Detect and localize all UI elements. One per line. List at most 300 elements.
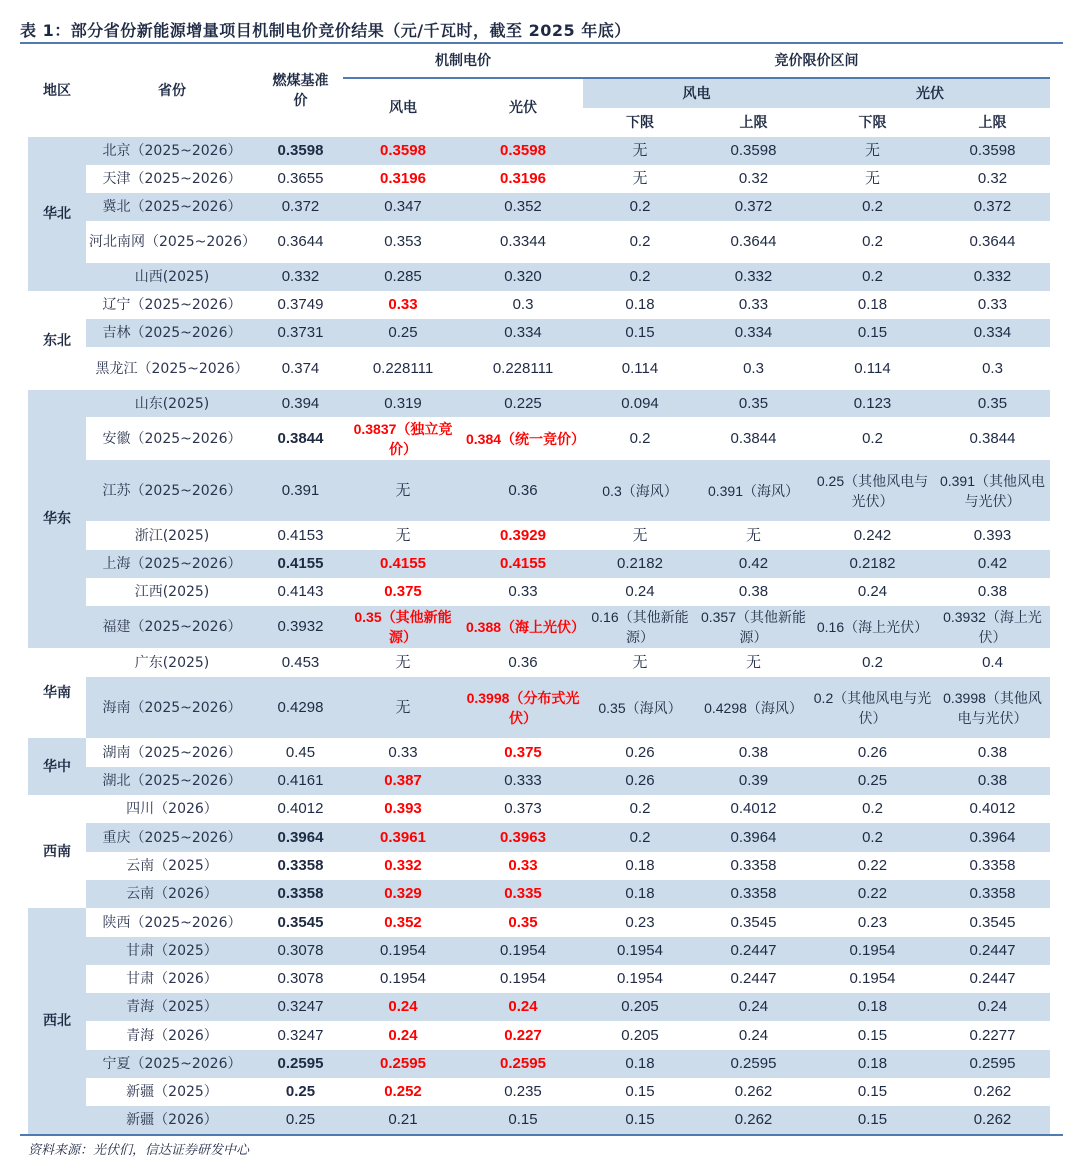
wind-lower-value: 0.094 bbox=[621, 394, 659, 412]
province-value: 辽宁（2025~2026） bbox=[102, 297, 242, 313]
mech-wind-value: 0.329 bbox=[384, 885, 422, 902]
wind-upper-value: 0.24 bbox=[738, 1026, 769, 1044]
wind-lower-value: 0.18 bbox=[625, 885, 655, 902]
mech-pv-cell bbox=[463, 880, 583, 908]
pv-upper-cell bbox=[935, 417, 1050, 460]
province-cell bbox=[86, 908, 258, 937]
mech-pv-value: 0.228111 bbox=[492, 359, 554, 377]
pv-upper-cell bbox=[935, 993, 1050, 1021]
wind-lower-cell bbox=[583, 1021, 697, 1050]
wind-lower-cell bbox=[583, 767, 697, 795]
wind-lower-cell bbox=[583, 677, 697, 738]
pv-lower-cell bbox=[810, 908, 935, 937]
wind-lower-cell bbox=[583, 606, 697, 648]
mech-pv-cell bbox=[463, 319, 583, 347]
province-cell bbox=[86, 1078, 258, 1106]
wind-upper-value: 0.32 bbox=[738, 170, 769, 187]
pv-upper-cell bbox=[935, 550, 1050, 578]
pv-lower-cell bbox=[810, 1050, 935, 1078]
coal-price-cell bbox=[258, 521, 343, 550]
wind-lower-value: 无 bbox=[632, 526, 648, 544]
wind-lower-cell bbox=[583, 137, 697, 165]
wind-lower-cell bbox=[583, 221, 697, 263]
mech-wind-cell bbox=[343, 677, 463, 738]
province-cell bbox=[86, 521, 258, 550]
mech-wind-value: 0.3961 bbox=[380, 828, 426, 846]
mech-wind-value: 0.21 bbox=[388, 1111, 418, 1128]
pv-upper-value: 0.3598 bbox=[969, 142, 1016, 159]
coal-price-value: 0.3964 bbox=[277, 828, 324, 846]
mech-pv-value: 0.227 bbox=[504, 1026, 542, 1044]
wind-upper-cell bbox=[697, 521, 810, 550]
pv-lower-cell bbox=[810, 137, 935, 165]
pv-upper-value: 0.334 bbox=[973, 324, 1012, 341]
pv-lower-value: 0.1954 bbox=[849, 970, 896, 987]
mech-wind-cell bbox=[343, 880, 463, 908]
mech-wind-value: 0.393 bbox=[384, 800, 422, 817]
pv-lower-cell bbox=[810, 263, 935, 291]
mech-wind-value: 无 bbox=[395, 653, 411, 671]
province-cell bbox=[86, 417, 258, 460]
mech-wind-value: 0.33 bbox=[388, 743, 418, 761]
mech-pv-value: 0.373 bbox=[504, 800, 542, 817]
province-value: 青海（2025） bbox=[126, 999, 218, 1015]
pv-lower-cell bbox=[810, 937, 935, 965]
mech-pv-value: 0.3963 bbox=[500, 828, 546, 846]
wind-lower-cell bbox=[583, 908, 697, 937]
header-province: 省份 bbox=[86, 44, 258, 137]
wind-upper-cell bbox=[697, 738, 810, 767]
coal-price-value: 0.3598 bbox=[277, 142, 324, 159]
wind-upper-cell bbox=[697, 1021, 810, 1050]
coal-price-cell bbox=[258, 767, 343, 795]
pv-upper-cell bbox=[935, 738, 1050, 767]
pv-upper-value: 0.33 bbox=[977, 296, 1008, 313]
wind-lower-cell bbox=[583, 291, 697, 319]
mech-pv-cell bbox=[463, 852, 583, 880]
pv-upper-value: 0.332 bbox=[973, 268, 1012, 285]
pv-upper-cell bbox=[935, 1021, 1050, 1050]
pv-upper-cell bbox=[935, 291, 1050, 319]
pv-lower-cell bbox=[810, 606, 935, 648]
wind-upper-cell bbox=[697, 767, 810, 795]
wind-upper-value: 0.262 bbox=[734, 1083, 773, 1100]
wind-upper-value: 0.33 bbox=[738, 296, 769, 313]
province-cell bbox=[86, 648, 258, 677]
header-coal-price-label: 燃煤基准价 bbox=[272, 72, 329, 109]
province-cell bbox=[86, 1021, 258, 1050]
wind-upper-value: 0.3358 bbox=[730, 857, 777, 874]
mech-pv-value: 0.3998（分布式光伏） bbox=[466, 689, 580, 726]
wind-upper-value: 0.3358 bbox=[730, 885, 777, 902]
table-row bbox=[28, 460, 1050, 521]
pv-upper-cell bbox=[935, 193, 1050, 221]
header-mech-pv: 光伏 bbox=[463, 78, 583, 137]
header-pv-upper: 上限 bbox=[935, 108, 1050, 137]
mech-pv-value: 0.3598 bbox=[500, 142, 546, 159]
wind-lower-cell bbox=[583, 1050, 697, 1078]
coal-price-value: 0.4155 bbox=[277, 555, 324, 572]
wind-upper-cell bbox=[697, 1078, 810, 1106]
coal-price-cell bbox=[258, 965, 343, 993]
table-row bbox=[28, 908, 1050, 937]
table-row bbox=[28, 291, 1050, 319]
pv-upper-cell bbox=[935, 852, 1050, 880]
wind-lower-value: 0.1954 bbox=[617, 970, 663, 987]
pv-lower-value: 无 bbox=[864, 142, 880, 159]
pv-upper-value: 0.3964 bbox=[969, 828, 1016, 846]
wind-upper-cell bbox=[697, 937, 810, 965]
coal-price-cell bbox=[258, 460, 343, 521]
table-row bbox=[28, 417, 1050, 460]
pv-lower-value: 0.2 bbox=[862, 800, 883, 817]
wind-upper-cell bbox=[697, 852, 810, 880]
wind-lower-value: 0.2 bbox=[629, 233, 651, 250]
wind-lower-value: 0.1954 bbox=[617, 942, 663, 959]
province-value: 重庆（2025~2026） bbox=[102, 829, 242, 846]
coal-price-value: 0.3078 bbox=[277, 970, 324, 987]
province-cell bbox=[86, 677, 258, 738]
mech-pv-value: 0.3929 bbox=[500, 526, 546, 544]
coal-price-cell bbox=[258, 880, 343, 908]
province-value: 天津（2025~2026） bbox=[102, 171, 242, 187]
header-bidding-range: 竞价限价区间 bbox=[583, 44, 1050, 78]
mech-wind-cell bbox=[343, 795, 463, 823]
mech-wind-cell bbox=[343, 347, 463, 390]
pv-upper-cell bbox=[935, 908, 1050, 937]
wind-lower-value: 无 bbox=[632, 142, 648, 159]
coal-price-cell bbox=[258, 677, 343, 738]
pv-upper-cell bbox=[935, 965, 1050, 993]
mech-pv-cell bbox=[463, 795, 583, 823]
mech-wind-value: 0.252 bbox=[384, 1083, 422, 1100]
wind-upper-value: 0.35 bbox=[738, 394, 769, 412]
wind-lower-cell bbox=[583, 993, 697, 1021]
wind-upper-cell bbox=[697, 165, 810, 193]
wind-upper-cell bbox=[697, 965, 810, 993]
mech-wind-cell bbox=[343, 606, 463, 648]
mech-wind-cell bbox=[343, 965, 463, 993]
province-cell bbox=[86, 347, 258, 390]
mech-wind-value: 0.24 bbox=[388, 998, 418, 1015]
mech-wind-cell bbox=[343, 1106, 463, 1134]
wind-upper-value: 0.42 bbox=[738, 555, 769, 572]
mech-wind-cell bbox=[343, 738, 463, 767]
wind-lower-cell bbox=[583, 347, 697, 390]
pv-lower-value: 0.18 bbox=[857, 296, 888, 313]
mech-pv-cell bbox=[463, 908, 583, 937]
mech-wind-value: 0.1954 bbox=[380, 942, 426, 959]
coal-price-value: 0.3078 bbox=[277, 942, 324, 959]
pv-upper-value: 0.3932（海上光伏） bbox=[943, 609, 1042, 645]
province-value: 陕西（2025~2026） bbox=[102, 914, 242, 931]
table-row bbox=[28, 193, 1050, 221]
wind-upper-cell bbox=[697, 880, 810, 908]
pv-upper-cell bbox=[935, 460, 1050, 521]
mech-pv-cell bbox=[463, 263, 583, 291]
mech-pv-cell bbox=[463, 767, 583, 795]
mech-pv-cell bbox=[463, 550, 583, 578]
table-row bbox=[28, 606, 1050, 648]
coal-price-value: 0.3358 bbox=[277, 885, 324, 902]
mech-wind-value: 无 bbox=[395, 526, 411, 544]
mech-pv-cell bbox=[463, 1021, 583, 1050]
pv-lower-cell bbox=[810, 165, 935, 193]
coal-price-cell bbox=[258, 263, 343, 291]
mech-wind-value: 0.332 bbox=[384, 857, 422, 874]
wind-lower-cell bbox=[583, 460, 697, 521]
coal-price-cell bbox=[258, 908, 343, 937]
wind-upper-value: 0.39 bbox=[738, 772, 769, 789]
wind-lower-value: 0.15 bbox=[625, 1111, 655, 1128]
province-cell bbox=[86, 193, 258, 221]
wind-upper-value: 0.38 bbox=[738, 743, 769, 761]
mech-pv-cell bbox=[463, 193, 583, 221]
wind-upper-value: 无 bbox=[745, 526, 761, 544]
table-row bbox=[28, 1021, 1050, 1050]
wind-upper-value: 0.3964 bbox=[730, 828, 777, 846]
pv-lower-cell bbox=[810, 347, 935, 390]
mech-wind-cell bbox=[343, 221, 463, 263]
table-row bbox=[28, 648, 1050, 677]
mech-wind-cell bbox=[343, 1021, 463, 1050]
wind-upper-cell bbox=[697, 221, 810, 263]
pv-upper-value: 0.391（其他风电与光伏） bbox=[939, 472, 1046, 509]
pv-lower-cell bbox=[810, 550, 935, 578]
coal-price-cell bbox=[258, 390, 343, 417]
pv-upper-cell bbox=[935, 319, 1050, 347]
coal-price-value: 0.3655 bbox=[277, 170, 324, 187]
mech-pv-value: 0.1954 bbox=[500, 970, 546, 987]
province-value: 江西(2025) bbox=[134, 584, 210, 600]
pv-lower-cell bbox=[810, 880, 935, 908]
pv-lower-cell bbox=[810, 221, 935, 263]
pv-upper-value: 0.3998（其他风电与光伏） bbox=[943, 689, 1042, 726]
mech-pv-value: 0.352 bbox=[504, 198, 542, 215]
wind-lower-cell bbox=[583, 965, 697, 993]
coal-price-cell bbox=[258, 937, 343, 965]
pv-upper-cell bbox=[935, 880, 1050, 908]
wind-lower-cell bbox=[583, 738, 697, 767]
coal-price-cell bbox=[258, 1050, 343, 1078]
header-mechanism-price: 机制电价 bbox=[343, 44, 583, 78]
mech-wind-cell bbox=[343, 193, 463, 221]
mech-wind-value: 0.24 bbox=[388, 1026, 418, 1044]
wind-upper-cell bbox=[697, 417, 810, 460]
province-cell bbox=[86, 578, 258, 606]
pv-upper-cell bbox=[935, 767, 1050, 795]
wind-upper-value: 0.372 bbox=[734, 198, 773, 215]
coal-price-value: 0.3644 bbox=[277, 233, 324, 250]
mech-pv-cell bbox=[463, 417, 586, 460]
mech-pv-cell bbox=[463, 1078, 583, 1106]
pv-upper-cell bbox=[935, 221, 1050, 263]
wind-lower-cell bbox=[583, 1078, 697, 1106]
pv-lower-value: 0.2182 bbox=[849, 555, 896, 572]
province-value: 海南（2025~2026） bbox=[102, 699, 242, 716]
wind-upper-cell bbox=[697, 390, 810, 417]
pv-upper-value: 0.2447 bbox=[969, 942, 1016, 959]
coal-price-cell bbox=[258, 550, 343, 578]
coal-price-cell bbox=[258, 823, 343, 852]
wind-lower-value: 0.26 bbox=[625, 743, 655, 761]
bottom-rule bbox=[20, 1134, 1063, 1136]
wind-lower-value: 0.205 bbox=[621, 998, 659, 1015]
pv-upper-value: 0.38 bbox=[977, 583, 1008, 600]
mech-pv-cell bbox=[463, 738, 583, 767]
wind-lower-value: 0.114 bbox=[621, 359, 659, 377]
province-value: 山东(2025) bbox=[134, 395, 210, 412]
pv-upper-value: 0.2595 bbox=[969, 1055, 1016, 1072]
wind-lower-value: 0.15 bbox=[625, 324, 655, 341]
table-row bbox=[28, 993, 1050, 1021]
pv-upper-value: 0.42 bbox=[977, 555, 1008, 572]
province-value: 湖北（2025~2026） bbox=[102, 773, 242, 789]
coal-price-cell bbox=[258, 347, 343, 390]
coal-price-value: 0.453 bbox=[281, 653, 320, 671]
pv-lower-value: 0.2 bbox=[862, 198, 883, 215]
mech-pv-value: 0.334 bbox=[504, 324, 542, 341]
table-row bbox=[28, 578, 1050, 606]
wind-lower-value: 0.2 bbox=[629, 828, 651, 846]
region-cell: 华南 bbox=[43, 685, 71, 701]
province-cell bbox=[86, 993, 258, 1021]
mech-wind-value: 0.3196 bbox=[380, 170, 426, 187]
table-row bbox=[28, 221, 1050, 263]
coal-price-value: 0.3247 bbox=[277, 1026, 324, 1044]
table-row bbox=[28, 1078, 1050, 1106]
province-value: 北京（2025~2026） bbox=[102, 143, 242, 159]
pv-lower-value: 0.24 bbox=[857, 583, 888, 600]
wind-upper-value: 0.3844 bbox=[730, 429, 777, 447]
coal-price-cell bbox=[258, 417, 343, 460]
pv-lower-cell bbox=[810, 193, 935, 221]
wind-upper-value: 0.38 bbox=[738, 583, 769, 600]
mech-pv-value: 0.15 bbox=[508, 1111, 538, 1128]
coal-price-value: 0.3932 bbox=[277, 618, 324, 635]
wind-lower-value: 0.2 bbox=[629, 429, 651, 447]
pv-upper-cell bbox=[935, 823, 1050, 852]
mech-pv-cell bbox=[463, 965, 583, 993]
pv-lower-value: 0.15 bbox=[857, 1026, 888, 1044]
wind-lower-cell bbox=[583, 417, 697, 460]
coal-price-value: 0.2595 bbox=[277, 1055, 324, 1072]
wind-lower-value: 0.2182 bbox=[617, 555, 663, 572]
pv-upper-cell bbox=[935, 606, 1050, 648]
wind-upper-cell bbox=[697, 263, 810, 291]
mech-wind-value: 0.4155 bbox=[380, 555, 426, 572]
wind-upper-cell bbox=[697, 908, 810, 937]
province-value: 云南（2026） bbox=[126, 886, 218, 902]
mech-wind-value: 无 bbox=[395, 481, 411, 499]
coal-price-cell bbox=[258, 1021, 343, 1050]
wind-upper-cell bbox=[697, 319, 810, 347]
mech-pv-value: 0.24 bbox=[508, 998, 538, 1015]
province-value: 云南（2025） bbox=[126, 858, 218, 874]
mech-pv-value: 0.333 bbox=[504, 772, 542, 789]
region-cell: 西北 bbox=[28, 908, 86, 1134]
province-cell bbox=[86, 221, 258, 263]
pv-lower-value: 0.15 bbox=[857, 1111, 888, 1128]
wind-lower-cell bbox=[583, 648, 697, 677]
wind-upper-value: 0.357（其他新能源） bbox=[700, 609, 807, 645]
pv-lower-cell bbox=[810, 578, 935, 606]
wind-upper-cell bbox=[697, 993, 810, 1021]
province-value: 宁夏（2025~2026） bbox=[102, 1056, 242, 1072]
wind-lower-value: 无 bbox=[632, 653, 648, 671]
table-body bbox=[28, 137, 1050, 1134]
mech-wind-value: 0.387 bbox=[384, 772, 422, 789]
mech-wind-cell bbox=[343, 767, 463, 795]
table-row bbox=[28, 390, 1050, 417]
coal-price-cell bbox=[258, 578, 343, 606]
pv-lower-value: 0.16（海上光伏） bbox=[816, 619, 929, 635]
header-wind-lower: 下限 bbox=[583, 108, 697, 137]
mech-pv-value: 0.235 bbox=[504, 1083, 542, 1100]
wind-upper-cell bbox=[697, 291, 810, 319]
wind-upper-cell bbox=[697, 606, 810, 648]
mech-pv-cell bbox=[463, 221, 583, 263]
province-cell bbox=[86, 460, 258, 521]
province-cell bbox=[86, 137, 258, 165]
province-value: 福建（2025~2026） bbox=[102, 619, 242, 635]
wind-lower-value: 0.18 bbox=[625, 857, 655, 874]
pv-upper-value: 0.3644 bbox=[969, 233, 1016, 250]
wind-upper-cell bbox=[697, 677, 810, 738]
mech-pv-value: 0.35 bbox=[508, 913, 538, 931]
mech-pv-value: 0.33 bbox=[508, 857, 538, 874]
region-cell: 东北 bbox=[43, 332, 71, 349]
mech-wind-cell bbox=[343, 137, 463, 165]
table-title: 表 1：部分省份新能源增量项目机制电价竞价结果（元/千瓦时，截至 2025 年底） bbox=[20, 21, 631, 40]
wind-upper-value: 0.3 bbox=[743, 359, 764, 377]
coal-price-value: 0.4298 bbox=[277, 698, 324, 716]
province-value: 江苏（2025~2026） bbox=[102, 482, 242, 499]
pv-upper-cell bbox=[935, 137, 1050, 165]
wind-lower-value: 0.35（海风） bbox=[598, 699, 682, 716]
wind-lower-value: 0.16（其他新能源） bbox=[591, 609, 689, 645]
pv-upper-value: 0.38 bbox=[977, 772, 1008, 789]
mech-wind-value: 0.3598 bbox=[380, 142, 426, 159]
coal-price-cell bbox=[258, 606, 343, 648]
mech-pv-value: 0.33 bbox=[508, 583, 538, 600]
wind-upper-value: 0.262 bbox=[734, 1111, 773, 1128]
mech-pv-cell bbox=[463, 1106, 583, 1134]
province-value: 上海（2025~2026） bbox=[102, 556, 242, 572]
mech-wind-cell bbox=[343, 648, 463, 677]
province-cell bbox=[86, 606, 258, 648]
wind-lower-cell bbox=[583, 550, 697, 578]
coal-price-value: 0.4153 bbox=[277, 526, 324, 544]
province-cell bbox=[86, 965, 258, 993]
pv-upper-value: 0.372 bbox=[973, 198, 1012, 215]
price-table bbox=[28, 44, 1050, 1134]
coal-price-cell bbox=[258, 291, 343, 319]
pv-lower-value: 0.2 bbox=[862, 653, 883, 671]
mech-wind-value: 0.2595 bbox=[380, 1055, 426, 1072]
coal-price-value: 0.25 bbox=[285, 1083, 316, 1100]
wind-upper-value: 0.2595 bbox=[730, 1055, 777, 1072]
wind-lower-cell bbox=[583, 795, 697, 823]
mech-pv-cell bbox=[463, 347, 583, 390]
mech-wind-value: 0.285 bbox=[384, 268, 422, 285]
wind-upper-cell bbox=[697, 795, 810, 823]
mech-wind-value: 无 bbox=[395, 698, 411, 716]
wind-lower-cell bbox=[583, 852, 697, 880]
coal-price-cell bbox=[258, 795, 343, 823]
mech-wind-cell bbox=[343, 1078, 463, 1106]
coal-price-value: 0.45 bbox=[285, 743, 316, 761]
